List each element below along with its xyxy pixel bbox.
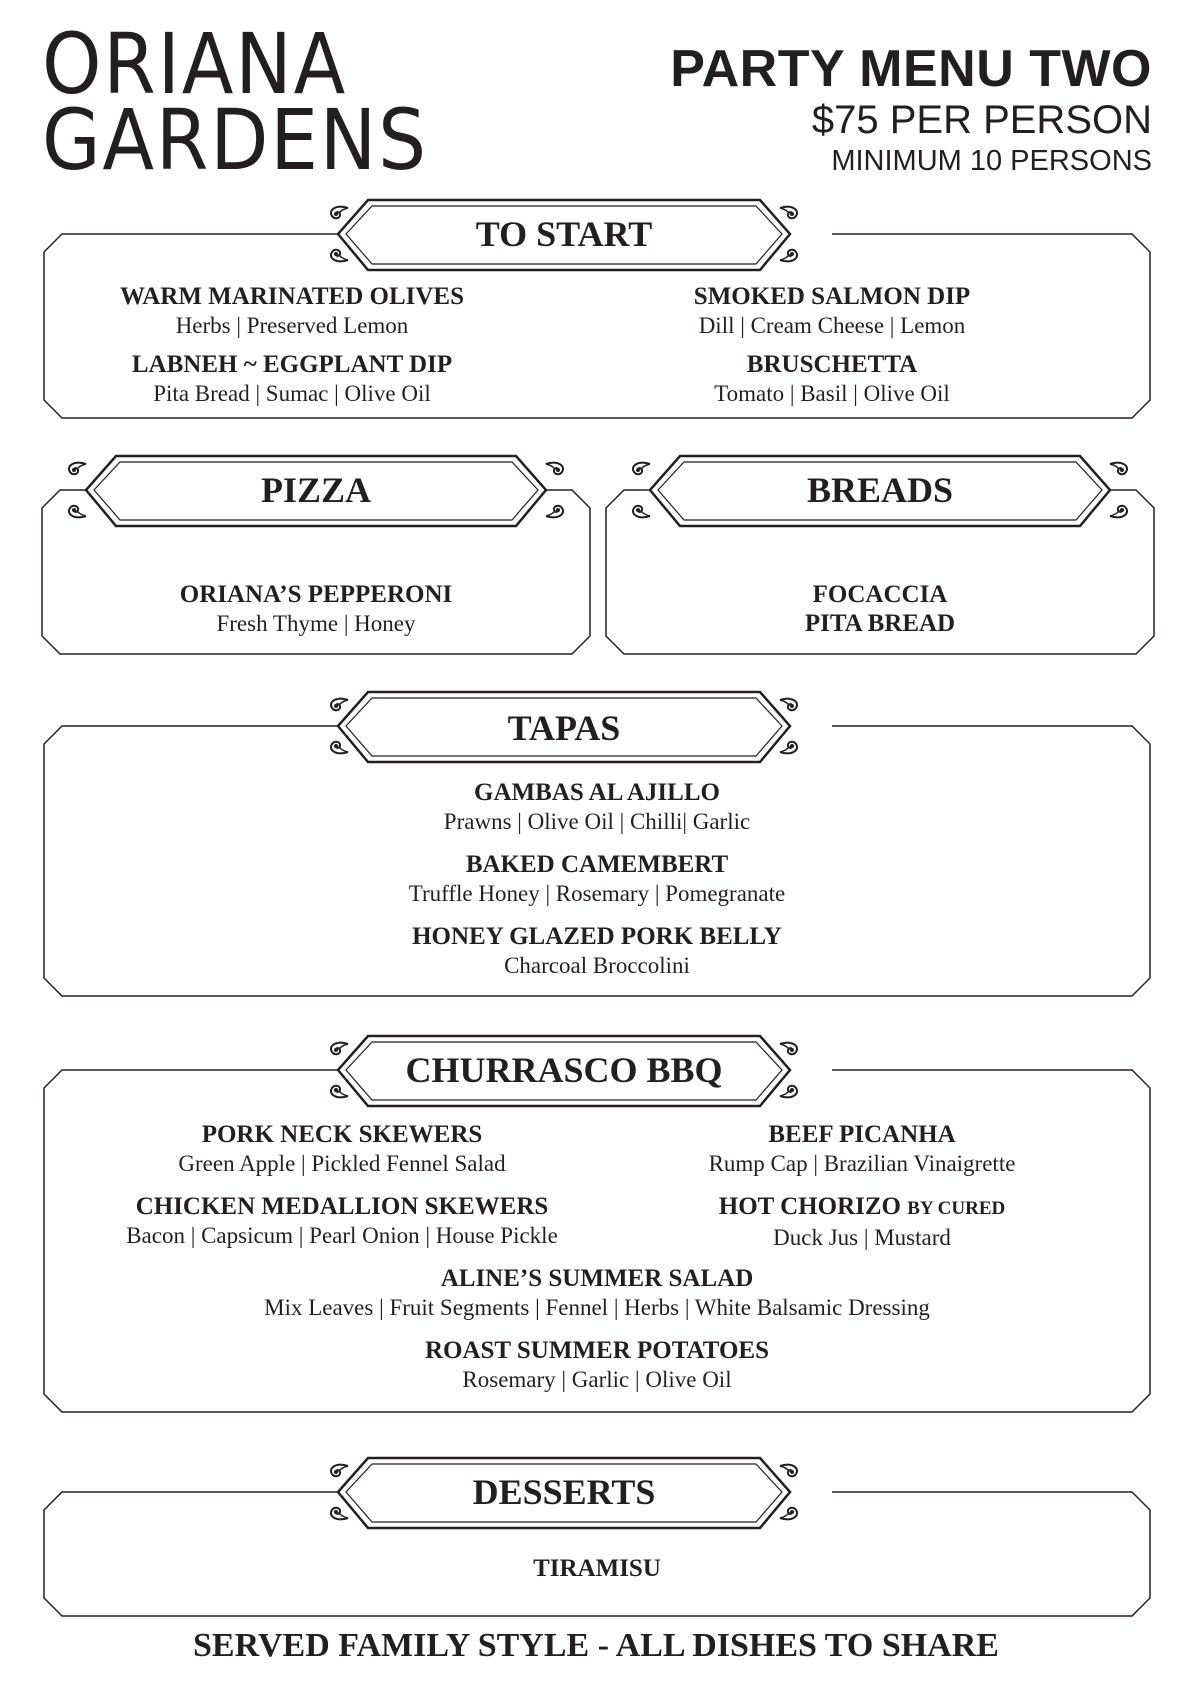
item-name: CHICKEN MEDALLION SKEWERS <box>135 1193 549 1220</box>
item-name: BRUSCHETTA <box>746 351 918 378</box>
menu-item <box>42 1336 1152 1394</box>
item-name: HONEY GLAZED PORK BELLY <box>412 923 782 950</box>
menu-item <box>82 282 502 340</box>
menu-minimum: MINIMUM 10 PERSONS <box>831 145 1152 177</box>
item-name: LABNEH ~ EGGPLANT DIP <box>131 351 453 378</box>
logo-line-2: GARDENS <box>42 91 428 189</box>
section-title: TAPAS <box>507 708 621 748</box>
section-title: DESSERTS <box>472 1472 656 1512</box>
section-tapas <box>42 688 1152 996</box>
section-title: CHURRASCO BBQ <box>405 1050 723 1090</box>
item-description: Herbs | Preserved Lemon <box>175 313 409 338</box>
menu-item <box>604 609 1156 638</box>
section-desserts <box>42 1454 1152 1616</box>
item-name: SMOKED SALMON DIP <box>693 283 971 310</box>
menu-item <box>40 580 592 638</box>
item-name: ROAST SUMMER POTATOES <box>424 1337 770 1364</box>
menu-item <box>82 350 502 408</box>
item-name: PITA BREAD <box>804 610 956 637</box>
section-title: PIZZA <box>260 470 372 510</box>
item-name: PORK NECK SKEWERS <box>201 1121 483 1148</box>
item-description: Dill | Cream Cheese | Lemon <box>698 313 966 338</box>
item-name: TIRAMISU <box>533 1555 661 1582</box>
item-description: Fresh Thyme | Honey <box>216 611 416 636</box>
item-name: ALINE’S SUMMER SALAD <box>440 1265 754 1292</box>
item-name: GAMBAS AL AJILLO <box>474 779 720 806</box>
item-description: Mix Leaves | Fruit Segments | Fennel | Herbs | White Balsamic Dressing <box>264 1295 930 1320</box>
menu-item <box>604 580 1156 609</box>
item-name: HOT CHORIZO <box>718 1193 901 1220</box>
item-name: WARM MARINATED OLIVES <box>119 283 464 310</box>
menu-item <box>622 350 1042 408</box>
item-note: BY CURED <box>907 1198 1006 1219</box>
item-description: Duck Jus | Mustard <box>773 1225 951 1250</box>
item-description: Prawns | Olive Oil | Chilli| Garlic <box>443 809 751 834</box>
item-name: BEEF PICANHA <box>768 1121 956 1148</box>
menu-item <box>42 922 1152 980</box>
menu-price: $75 PER PERSON <box>811 98 1152 142</box>
item-description: Rump Cap | Brazilian Vinaigrette <box>708 1151 1016 1176</box>
item-description: Charcoal Broccolini <box>504 953 690 978</box>
section-churrasco-bbq <box>42 1032 1152 1412</box>
item-description: Rosemary | Garlic | Olive Oil <box>462 1367 732 1392</box>
restaurant-logo <box>42 15 471 189</box>
item-name-row <box>642 1192 1082 1223</box>
menu-item <box>42 1264 1152 1322</box>
item-description: Pita Bread | Sumac | Olive Oil <box>153 381 431 406</box>
section-pizza <box>40 452 592 654</box>
section-to-start <box>42 196 1152 418</box>
item-description: Bacon | Capsicum | Pearl Onion | House Pickle <box>126 1223 558 1248</box>
menu-item <box>622 282 1042 340</box>
menu-item <box>642 1192 1082 1252</box>
item-name: BAKED CAMEMBERT <box>465 851 729 878</box>
logo-line-1: ORIANA <box>42 15 348 113</box>
menu-item <box>42 850 1152 908</box>
section-breads <box>604 452 1156 654</box>
menu-item <box>62 1120 622 1178</box>
section-title: TO START <box>475 214 653 254</box>
item-name: FOCACCIA <box>812 581 948 608</box>
item-description: Tomato | Basil | Olive Oil <box>714 381 950 406</box>
item-name: ORIANA’S PEPPERONI <box>179 581 453 608</box>
menu-item <box>42 778 1152 836</box>
footer-note: SERVED FAMILY STYLE - ALL DISHES TO SHARE <box>193 1627 999 1664</box>
menu-item <box>62 1192 622 1250</box>
item-description: Truffle Honey | Rosemary | Pomegranate <box>408 881 786 906</box>
menu-item <box>42 1554 1152 1583</box>
item-description: Green Apple | Pickled Fennel Salad <box>178 1151 506 1176</box>
menu-item <box>642 1120 1082 1178</box>
menu-title: PARTY MENU TWO <box>670 40 1152 98</box>
section-title: BREADS <box>806 470 954 510</box>
